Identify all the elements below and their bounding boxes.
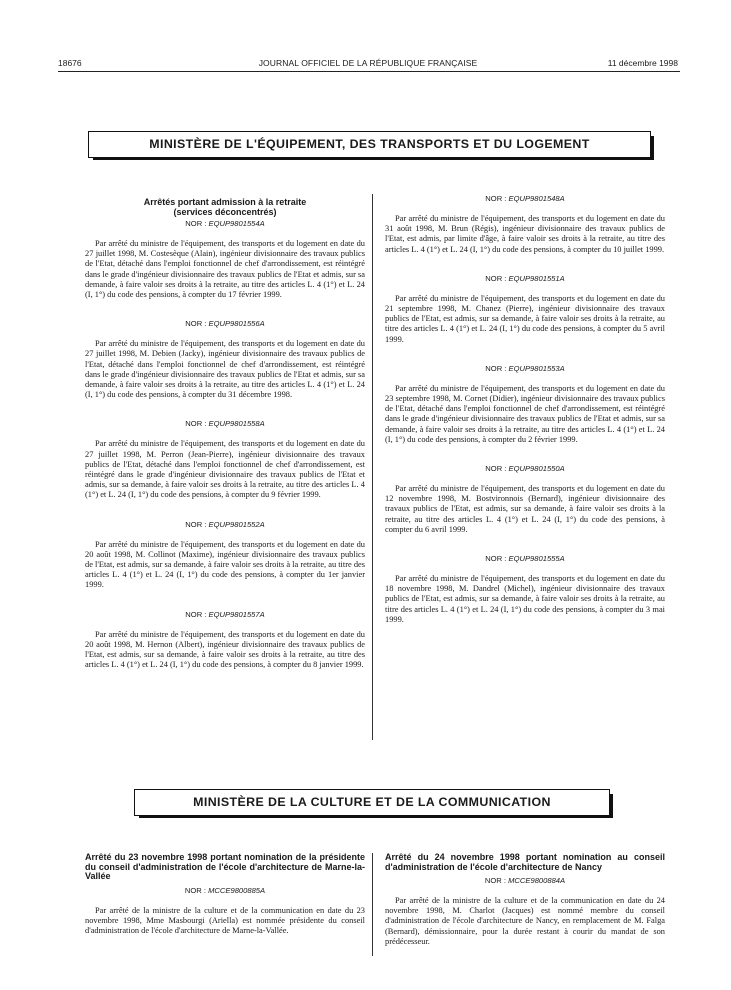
decree-entry [385, 194, 665, 255]
section-title-line: Arrêtés portant admission à la retraite [143, 197, 307, 207]
nor-label: NOR : [485, 363, 507, 373]
nor-label: NOR : [185, 519, 207, 529]
culture-article-left [85, 853, 365, 936]
decree-entry [85, 319, 365, 400]
nor-reference [385, 464, 665, 474]
nor-code: MCCE9800884A [508, 876, 566, 885]
nor-reference [385, 876, 665, 886]
nor-code: EQUP9801554A [208, 219, 265, 228]
nor-code: EQUP9801555A [508, 554, 565, 564]
nor-label: NOR : [484, 876, 506, 885]
banner-shadow [610, 794, 613, 817]
decree-text: Par arrêté du ministre de l'équipement, des transports et du logement en date du 20 août 1998, M. Collinot (Maxime), ingénieur divisionnaire des travaux publics de l'Etat, est admis, sur sa demande, à faire valoir ses droits à la retraite, au titre des articles L. 4 (1°) et L. 24 (I, 1°) du code des pensions, à compter du 1er janvier 1999. [85, 539, 365, 590]
decree-text: Par arrêté de la ministre de la culture et de la communication en date du 23 novembre 1998, Mme Masbourgi (Ariella) est nommée présidente du conseil d'administration de l'école d'architecture de Marne-la-Vallée. [85, 905, 365, 935]
decree-entry [85, 520, 365, 591]
left-column [85, 198, 365, 670]
ministry-equipement-banner: MINISTÈRE DE L'ÉQUIPEMENT, DES TRANSPORTS ET DU LOGEMENT [88, 131, 651, 158]
nor-code: EQUP9801556A [208, 319, 265, 329]
nor-code: EQUP9801552A [208, 519, 265, 529]
nor-reference [85, 610, 365, 620]
nor-reference [85, 419, 365, 429]
decree-entry [85, 610, 365, 671]
decree-entry [85, 419, 365, 500]
nor-code: EQUP9801550A [508, 464, 565, 474]
nor-label: NOR : [485, 554, 507, 564]
decree-text: Par arrêté du ministre de l'équipement, des transports et du logement en date du 20 août 1998, M. Hernon (Albert), ingénieur divisionnaire des travaux publics de l'Etat, est admis, sur sa demande, à faire valoir ses droits à la retraite, au titre des articles L. 4 (1°) et L. 24 (I, 1°) du code des pensions, à compter du 8 janvier 1999. [85, 629, 365, 670]
section-title [85, 198, 365, 217]
column-divider [372, 853, 373, 956]
banner-shadow [139, 816, 613, 818]
journal-title: JOURNAL OFFICIEL DE LA RÉPUBLIQUE FRANÇAISE [258, 58, 478, 68]
banner-shadow [93, 158, 654, 160]
nor-reference [385, 364, 665, 374]
decree-text: Par arrêté du ministre de l'équipement, des transports et du logement en date du 27 juillet 1998, M. Perron (Jean-Pierre), ingénieur divisionnaire des travaux publics de l'Etat, détaché dans l'emploi fonctionnel de chef d'arrondissement, est réintégré dans le grade d'ingénieur divisionnaire des travaux publics de l'Etat et admis, sur sa demande, à faire valoir ses droits à la retraite, au titre des articles L. 4 (1°) et L. 24 (I, 1°) du code des pensions, à compter du 9 février 1999. [85, 439, 365, 500]
nor-label: NOR : [185, 609, 207, 619]
decree-text: Par arrêté du ministre de l'équipement, des transports et du logement en date du 23 septembre 1998, M. Cornet (Didier), ingénieur divisionnaire des travaux publics de l'Etat, détaché dans l'emploi fonctionnel de chef d'arrondissement, est réintégré dans le grade d'ingénieur divisionnaire des travaux publics de l'Etat et admis, sur sa demande, à faire valoir ses droits à la retraite, au titre des articles L. 4 (1°) et L. 24 (I, 1°) du code des pensions, à compter du 2 février 1999. [385, 383, 665, 444]
nor-code: EQUP9801558A [208, 419, 265, 429]
page-number: 18676 [58, 58, 82, 68]
nor-label: NOR : [485, 194, 507, 203]
nor-reference [85, 319, 365, 329]
nor-reference [385, 194, 665, 204]
nor-label: NOR : [185, 319, 207, 329]
banner-shadow [651, 136, 654, 159]
nor-label: NOR : [485, 464, 507, 474]
decree-entry [385, 364, 665, 445]
nor-reference [85, 886, 365, 896]
culture-article-right [385, 853, 665, 947]
header-rule [58, 71, 680, 72]
decree-text: Par arrêté du ministre de l'équipement, des transports et du logement en date du 18 novembre 1998, M. Dandrel (Michel), ingénieur divisionnaire des travaux publics de l'Etat, est admis, sur sa demande, à faire valoir ses droits à la retraite, au titre des articles L. 4 (1°) et L. 24 (I, 1°) du code des pensions, à compter du 3 mai 1999. [385, 574, 665, 624]
nor-label: NOR : [185, 219, 207, 228]
nor-reference [85, 520, 365, 530]
decree-entry [385, 464, 665, 535]
nor-label: NOR : [185, 419, 207, 429]
decree-text: Par arrêté du ministre de l'équipement, des transports et du logement en date du 12 novembre 1998, M. Bostvironnois (Bernard), ingénieur divisionnaire des travaux publics de l'Etat, est admis, sur sa demande, à faire valoir ses droits à la retraite, au titre des articles L. 4 (1°) et L. 24 (I, 1°) du code des pensions, à compter du 6 avril 1999. [385, 484, 665, 534]
decree-entry [85, 219, 365, 300]
decree-entry [385, 274, 665, 345]
nor-label: NOR : [485, 273, 507, 283]
decree-text: Par arrêté du ministre de l'équipement, des transports et du logement en date du 27 juillet 1998, M. Costesèque (Alain), ingénieur divisionnaire des travaux publics de l'Etat, détaché dans l'emploi fonctionnel de chef d'arrondissement, est réintégré dans le grade d'ingénieur divisionnaire des travaux publics de l'Etat et admis, sur sa demande, à faire valoir ses droits à la retraite, au titre des articles L. 4 (1°) et L. 24 (I, 1°) du code des pensions, à compter du 17 février 1999. [85, 239, 365, 300]
nor-reference [385, 554, 665, 564]
article-title: Arrêté du 24 novembre 1998 portant nomination au conseil d'administration de l'école d'architecture de Nancy [385, 852, 665, 872]
column-divider [372, 194, 373, 740]
decree-text: Par arrêté du ministre de l'équipement, des transports et du logement en date du 21 septembre 1998, M. Chanez (Pierre), ingénieur divisionnaire des travaux publics de l'Etat, est admis, sur sa demande, à faire valoir ses droits à la retraite, au titre des articles L. 4 (1°) et L. 24 (I, 1°) du code des pensions, à compter du 5 avril 1999. [385, 293, 665, 344]
article-title: Arrêté du 23 novembre 1998 portant nomination de la présidente du conseil d'administration de l'école d'architecture de Marne-la-Vallée [85, 852, 365, 881]
nor-label: NOR : [184, 885, 206, 895]
decree-text: Par arrêté du ministre de l'équipement, des transports et du logement en date du 31 août 1998, M. Brun (Régis), ingénieur divisionnaire des travaux publics de l'Etat, est admis, par limite d'âge, à faire valoir ses droits à la retraite, au titre des articles L. 4 (1°) et L. 24 (I, 1°) du code des pensions, à compter du 10 juillet 1999. [385, 214, 665, 254]
nor-code: MCCE9800885A [208, 885, 266, 895]
issue-date: 11 décembre 1998 [607, 58, 678, 68]
decree-text: Par arrêté de la ministre de la culture et de la communication en date du 24 novembre 1998, M. Charlot (Jacques) est nommé membre du conseil d'administration de l'école d'architecture de Nancy, en remplacement de M. Falga (Bernard), démissionnaire, pour la durée restant à courir du mandat de son prédécesseur. [385, 896, 665, 946]
nor-code: EQUP9801553A [508, 363, 565, 373]
nor-reference [385, 274, 665, 284]
right-column [385, 194, 665, 625]
nor-code: EQUP9801551A [508, 273, 565, 283]
decree-entry [385, 554, 665, 625]
nor-code: EQUP9801557A [208, 609, 265, 619]
nor-reference [85, 219, 365, 229]
nor-code: EQUP9801548A [508, 194, 565, 203]
section-title-line: (services déconcentrés) [173, 206, 277, 217]
ministry-culture-banner: MINISTÈRE DE LA CULTURE ET DE LA COMMUNICATION [134, 789, 610, 816]
page-header [58, 58, 678, 72]
decree-text: Par arrêté du ministre de l'équipement, des transports et du logement en date du 27 juillet 1998, M. Debien (Jacky), ingénieur divisionnaire des travaux publics de l'Etat, détaché dans l'emploi fonctionnel de chef d'arrondissement, est réintégré dans le grade d'ingénieur divisionnaire des travaux publics de l'Etat et admis, sur sa demande, à faire valoir ses droits à la retraite, au titre des articles L. 4 (1°) et L. 24 (I, 1°) du code des pensions, à compter du 31 décembre 1998. [85, 339, 365, 400]
